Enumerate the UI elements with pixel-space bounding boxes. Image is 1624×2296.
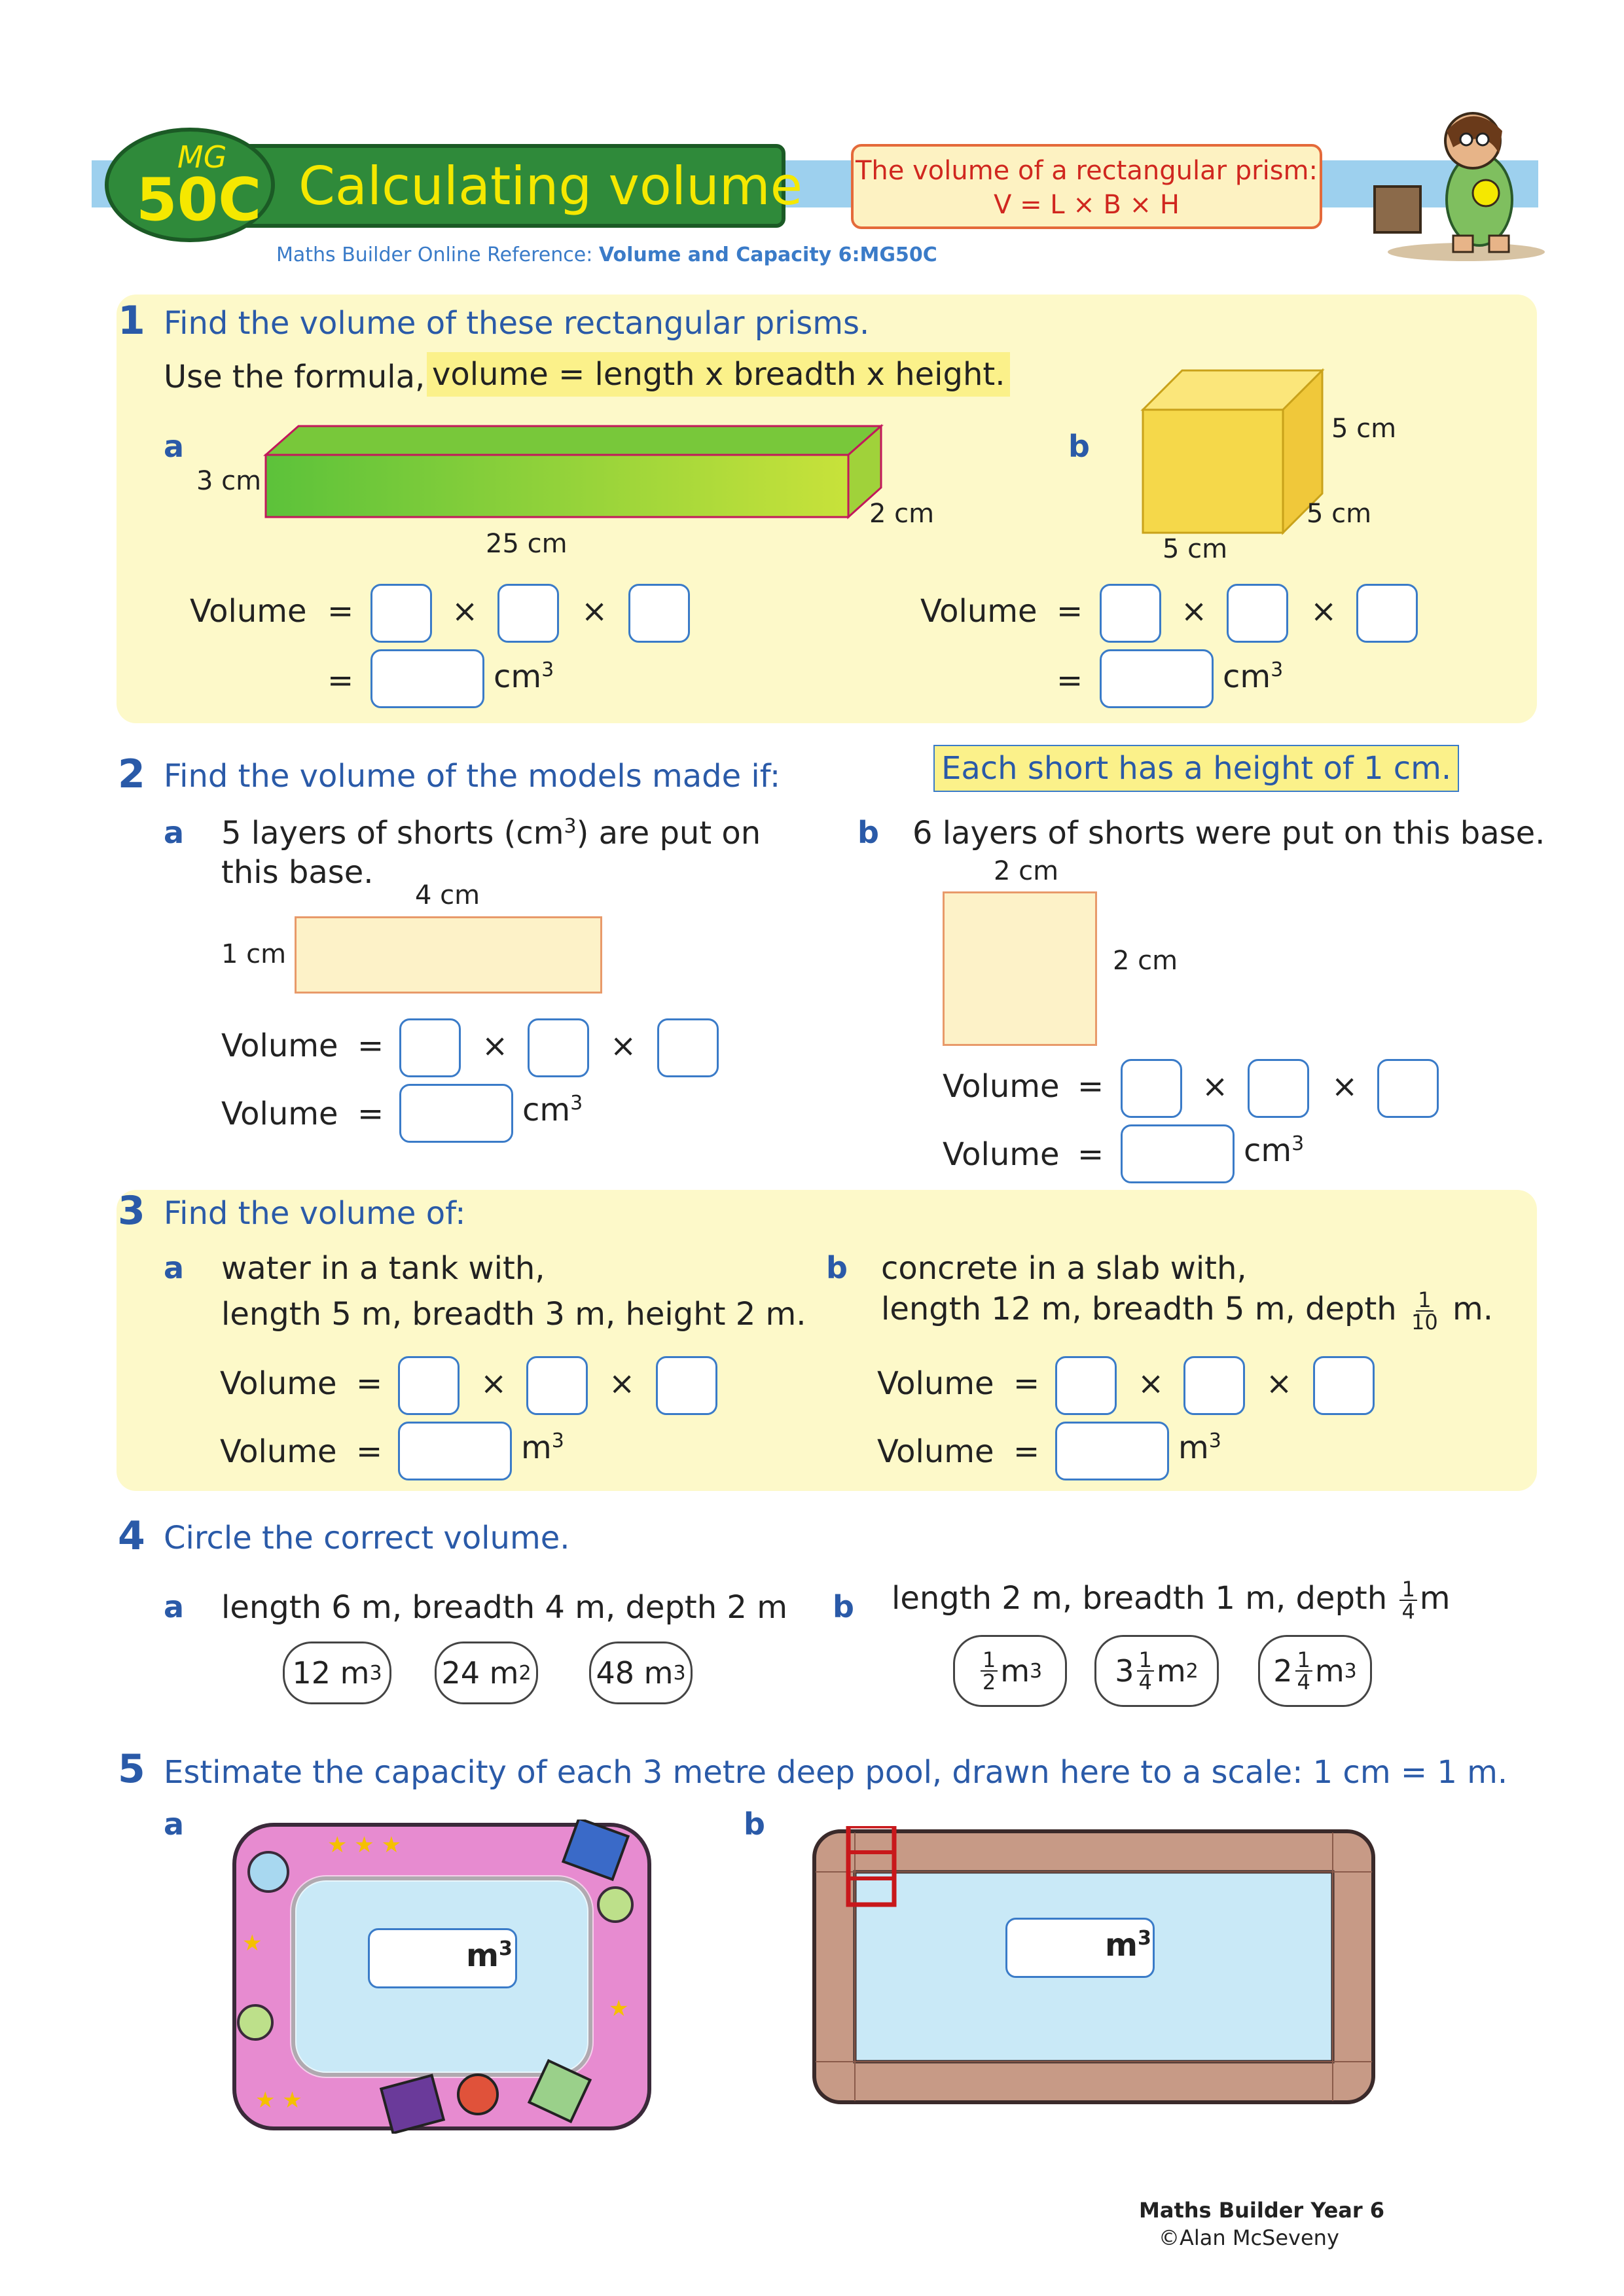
q3b-volume-label-2: Volume [877,1433,994,1470]
q1a-times-1: × [452,593,478,630]
footer-copyright: ©Alan McSeveny [1159,2225,1339,2250]
q4b-option-2-power: 2 [1185,1659,1199,1683]
q4b-option-3-whole: 2 [1273,1653,1293,1689]
q2a-description-line1 [221,815,761,852]
q1a-times-2: × [581,593,608,630]
q2a-description-line2: this base. [221,854,374,891]
q1b-equals: = [1056,593,1083,630]
q1-number: 1 [118,298,145,344]
q4a-option-2-value: 24 m [441,1655,519,1691]
badge-top-text: MG [177,139,227,175]
q3b-unit-text: m [1178,1429,1209,1466]
q2a-unit-text: cm [522,1092,571,1128]
q1a-prism [262,422,890,524]
q1b-volume-label: Volume [920,593,1038,630]
q1b-unit [1223,658,1283,695]
q3b-depth-fraction [1409,1289,1440,1333]
q3a-breadth-input[interactable] [526,1356,588,1415]
q4a-option-1-power: 3 [369,1661,382,1685]
q5b-unit-text: m [1105,1927,1138,1964]
caveman-illustration [1368,101,1551,265]
q3a-equals-2: = [356,1433,383,1470]
q1b-length-input[interactable] [1100,584,1161,643]
q3b-unit [1178,1429,1221,1466]
q5-number: 5 [118,1746,145,1792]
q4b-depth-fraction [1399,1579,1416,1622]
q4b-option-1-numerator: 1 [981,1649,998,1672]
q1b-letter: b [1068,429,1090,464]
q2a-times-1: × [482,1028,509,1064]
q2a-breadth-input[interactable] [528,1018,589,1077]
q1a-height-input[interactable] [628,584,690,643]
q3b-frac-denominator: 10 [1411,1310,1438,1335]
q2-instruction: Find the volume of the models made if: [164,758,781,795]
q1b-volume-input[interactable] [1100,649,1214,708]
q1a-equals-2: = [327,662,354,699]
q3b-volume-input[interactable] [1055,1422,1169,1480]
title-banner [236,144,803,228]
q4b-description [892,1579,1451,1622]
q1b-times-1: × [1181,593,1208,630]
q1a-letter: a [164,429,185,464]
q2b-height-label: 2 cm [1113,946,1178,976]
q2b-volume-input[interactable] [1121,1124,1235,1183]
q3a-volume-label: Volume [220,1365,337,1402]
q4a-option-2[interactable] [435,1641,538,1704]
q1b-unit-power: 3 [1271,658,1284,681]
q2a-letter: a [164,815,185,850]
q2b-height-input[interactable] [1377,1059,1439,1118]
q3b-height-input[interactable] [1313,1356,1375,1415]
q4b-letter: b [833,1589,854,1624]
q1b-breadth-input[interactable] [1227,584,1288,643]
q4a-option-2-power: 2 [518,1661,532,1685]
q2b-equals: = [1077,1068,1104,1105]
q2b-equals-2: = [1077,1136,1104,1173]
q1a-unit-text: cm [494,658,542,695]
q2a-volume-label: Volume [221,1028,338,1064]
q1b-depth-label: 5 cm [1307,499,1372,529]
q4b-description-end: m [1419,1580,1451,1617]
q2a-unit-power: 3 [570,1092,583,1115]
svg-text:★: ★ [242,1930,262,1956]
q4b-option-1-fraction [981,1649,998,1693]
q2a-unit [522,1092,583,1128]
q1b-times-2: × [1310,593,1337,630]
q2b-volume-label-2: Volume [943,1136,1060,1173]
q2b-description: 6 layers of shorts were put on this base. [912,815,1545,852]
q2a-base-rect [295,916,602,994]
q3b-breadth-input[interactable] [1183,1356,1245,1415]
q3a-volume-input[interactable] [398,1422,512,1480]
formula-callout [851,144,1322,229]
q5b-unit [1105,1927,1151,1964]
q5a-letter: a [164,1806,185,1842]
q2b-breadth-input[interactable] [1248,1059,1309,1118]
q2b-length-input[interactable] [1121,1059,1182,1118]
q2b-width-label: 2 cm [994,856,1059,886]
q1a-length-label: 25 cm [486,529,568,559]
q2b-times-2: × [1331,1068,1358,1105]
q1b-height-input[interactable] [1356,584,1418,643]
q1a-breadth-input[interactable] [497,584,559,643]
q3b-description-line2 [881,1289,1493,1333]
q3-instruction: Find the volume of: [164,1195,466,1232]
q4b-option-3-denominator: 4 [1297,1670,1310,1695]
reference-value: Volume and Capacity 6:MG50C [598,243,937,266]
q1b-height-label: 5 cm [1331,414,1397,444]
q3b-length-input[interactable] [1055,1356,1117,1415]
footer-book-title: Maths Builder Year 6 [1139,2198,1385,2223]
q2a-volume-label-2: Volume [221,1096,338,1132]
q4b-description-text: length 2 m, breadth 1 m, depth [892,1580,1388,1617]
q2a-line1-end: ) are put on [576,815,761,852]
svg-text:★ ★: ★ ★ [255,2087,302,2113]
svg-text:★ ★ ★: ★ ★ ★ [327,1832,402,1858]
q1-formula-highlight: volume = length x breadth x height. [427,352,1010,397]
q1a-length-input[interactable] [370,584,432,643]
q4b-option-1-unit: m [1000,1653,1030,1689]
q2a-times-2: × [610,1028,637,1064]
q3b-times-2: × [1266,1365,1293,1402]
q4b-option-2-denominator: 4 [1138,1670,1152,1695]
q4b-option-3-fraction [1295,1649,1312,1693]
q1b-cube [1139,367,1329,537]
q3a-times-1: × [480,1365,507,1402]
q4b-option-1-denominator: 2 [982,1670,996,1695]
q3a-description-line2: length 5 m, breadth 3 m, height 2 m. [221,1296,806,1333]
formula-callout-line2: V = L × B × H [993,190,1180,220]
q1a-depth-label: 2 cm [869,499,935,529]
q2-note: Each short has a height of 1 cm. [933,745,1459,792]
q1a-unit-power: 3 [541,658,554,681]
q3b-equals-2: = [1013,1433,1040,1470]
q2b-times-1: × [1202,1068,1229,1105]
q1-instruction: Find the volume of these rectangular prisms. [164,305,870,342]
q2b-unit [1244,1132,1304,1169]
q3a-times-2: × [609,1365,636,1402]
q1a-volume-input[interactable] [370,649,484,708]
q3a-equals: = [356,1365,383,1402]
q3a-length-input[interactable] [398,1356,460,1415]
q4b-option-2-whole: 3 [1115,1653,1134,1689]
q3b-times-1: × [1138,1365,1164,1402]
q4b-frac-numerator: 1 [1399,1579,1416,1601]
q4a-option-3-value: 48 m [596,1655,674,1691]
q4-number: 4 [118,1513,145,1559]
q4a-description: length 6 m, breadth 4 m, depth 2 m [221,1589,787,1626]
q1b-length-label: 5 cm [1163,534,1228,564]
q2a-length-input[interactable] [399,1018,461,1077]
q5b-unit-power: 3 [1138,1927,1151,1950]
q3b-equals: = [1013,1365,1040,1402]
q4a-option-3-power: 3 [673,1661,686,1685]
q3b-line2-text: length 12 m, breadth 5 m, depth [881,1291,1397,1327]
q4-instruction: Circle the correct volume. [164,1520,570,1556]
q3b-unit-power: 3 [1208,1429,1221,1452]
q1b-unit-text: cm [1223,658,1271,695]
q3a-unit-power: 3 [551,1429,564,1452]
q4b-option-3-unit: m [1314,1653,1344,1689]
q4b-frac-denominator: 4 [1401,1599,1415,1624]
reference-label: Maths Builder Online Reference: [276,243,593,266]
q2a-height-label: 1 cm [221,939,287,969]
q3-number: 3 [118,1188,145,1234]
q3a-height-input[interactable] [656,1356,717,1415]
q4a-option-1[interactable] [283,1641,391,1704]
code-badge [105,128,275,242]
q4b-option-2-unit: m [1156,1653,1186,1689]
q4b-option-1[interactable] [953,1635,1067,1707]
q4a-option-3[interactable] [589,1641,693,1704]
q4b-option-1-power: 3 [1030,1659,1043,1683]
q4b-option-2-fraction [1137,1649,1154,1693]
q2a-equals-2: = [357,1096,384,1132]
q3a-description-line1: water in a tank with, [221,1250,545,1287]
q1-use-formula-prefix: Use the formula, [164,359,425,395]
q2b-base-rect [943,891,1097,1046]
q5b-letter: b [744,1806,765,1842]
q1a-unit [494,658,554,695]
q3a-unit-text: m [521,1429,552,1466]
badge-code-text: 50C [136,166,262,234]
q2a-equals: = [357,1028,384,1064]
q2b-unit-power: 3 [1291,1132,1305,1155]
q1a-height-label: 3 cm [196,466,262,496]
q3b-line2-end: m. [1452,1291,1493,1327]
q3b-volume-label: Volume [877,1365,994,1402]
q4b-option-2[interactable] [1094,1635,1219,1707]
q4a-option-1-value: 12 m [292,1655,370,1691]
q4b-option-2-numerator: 1 [1137,1649,1154,1672]
q2b-volume-label: Volume [943,1068,1060,1105]
q3b-frac-numerator: 1 [1416,1289,1433,1312]
q2a-height-input[interactable] [657,1018,719,1077]
q4b-option-3-numerator: 1 [1295,1649,1312,1672]
q1b-equals-2: = [1056,662,1083,699]
q3a-volume-label-2: Volume [220,1433,337,1470]
page-title: Calculating volume [298,156,803,217]
svg-text:★: ★ [609,1996,629,2022]
q3b-description-line1: concrete in a slab with, [881,1250,1247,1287]
q2a-volume-input[interactable] [399,1084,513,1143]
q2a-line1-text: 5 layers of shorts (cm [221,815,564,852]
online-reference [276,243,937,266]
q5a-unit [466,1937,513,1974]
q2b-letter: b [857,815,879,850]
q2b-unit-text: cm [1244,1132,1292,1169]
q4a-letter: a [164,1589,185,1624]
q5-instruction: Estimate the capacity of each 3 metre deep pool, drawn here to a scale: 1 cm = 1 m. [164,1754,1508,1791]
q1a-volume-label: Volume [190,593,307,630]
q1a-equals: = [327,593,354,630]
q2a-width-label: 4 cm [415,880,480,910]
q2-number: 2 [118,751,145,797]
q4b-option-3-power: 3 [1344,1659,1357,1683]
q3b-letter: b [826,1250,848,1285]
q5a-unit-power: 3 [499,1937,513,1960]
q4b-option-3[interactable] [1258,1635,1372,1707]
q5a-unit-text: m [466,1937,499,1974]
q2a-line1-power: 3 [564,815,577,838]
q3a-letter: a [164,1250,185,1285]
formula-callout-line1: The volume of a rectangular prism: [856,156,1318,186]
q3a-unit [521,1429,564,1466]
